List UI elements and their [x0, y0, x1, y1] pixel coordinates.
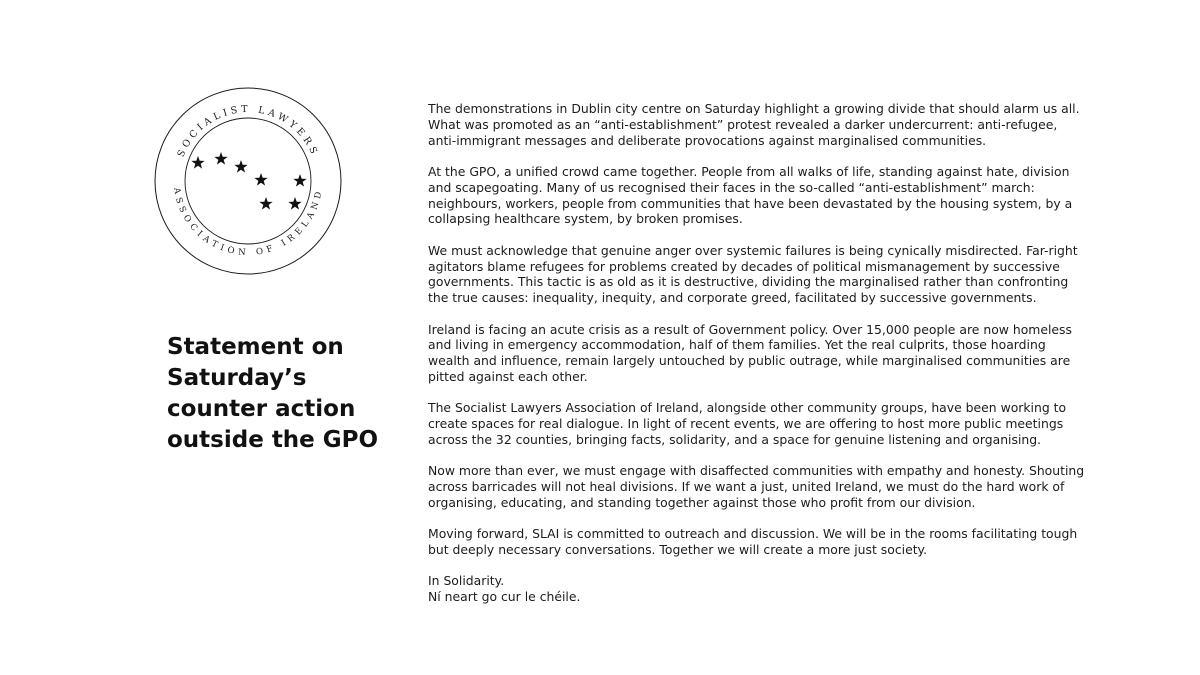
statement-title: Statement on Saturday’s counter action outside the GPO: [167, 334, 379, 453]
star-icon: [259, 197, 272, 210]
star-icon: [254, 173, 267, 186]
star-icon: [234, 160, 247, 173]
seal-stars: [191, 152, 306, 210]
statement-paragraph: The Socialist Lawyers Association of Ireland, alongside other community groups, have been working to create spaces for real dialogue. In light of recent events, we are offering to host more public meetings across the 32 counties, bringing facts, solidarity, and a space for genuine listening and organising.: [428, 400, 1067, 447]
star-icon: [288, 197, 301, 210]
seal-top-text: SOCIALIST LAWYERS: [175, 103, 321, 159]
star-icon: [293, 174, 306, 187]
star-icon: [191, 156, 204, 169]
seal-outer-ring: [155, 88, 341, 274]
signoff-motto: Ní neart go cur le chéile.: [428, 589, 581, 605]
star-icon: [214, 152, 227, 165]
seal-inner-ring: [185, 118, 311, 244]
seal-bottom-text: ASSOCIATION OF IRELAND: [171, 186, 325, 259]
statement-paragraph: We must acknowledge that genuine anger over systemic failures is being cynically misdirected. Far-right agitators blame refugees for problems created by decades of political mismanagement by successive governments. This tactic is as old as it is destructive, dividing the marginalised rather than confronting the true causes: inequality, inequity, and corporate greed, facilitated by successive governments.: [428, 242, 1078, 306]
slai-logo-seal: [153, 86, 343, 276]
signoff-line: In Solidarity.: [428, 573, 505, 589]
signoff: [428, 573, 1088, 605]
statement-paragraph: Now more than ever, we must engage with disaffected communities with empathy and honesty. Shouting across barricades will not heal divisions. If we want a just, united Ireland, we must do the hard work of organising, educating, and standing together against those who profit from our division.: [428, 463, 1085, 510]
statement-body: [428, 101, 1088, 621]
statement-paragraph: Ireland is facing an acute crisis as a result of Government policy. Over 15,000 people are now homeless and living in emergency accommodation, half of them families. Yet the real culprits, those hoarding wealth and influence, remain largely untouched by public outrage, while marginalised communities are pitted against each other.: [428, 321, 1072, 384]
statement-paragraph: At the GPO, a unified crowd came together. People from all walks of life, standing against hate, division and scapegoating. Many of us recognised their faces in the so-called “anti-establishment” march: neighbours, workers, people from communities that have been devastated by the housing system, by a collapsing healthcare system, by broken promises.: [428, 163, 1073, 227]
statement-paragraph: Moving forward, SLAI is committed to outreach and discussion. We will be in the rooms facilitating tough but deeply necessary conversations. Together we will create a more just society.: [428, 526, 1078, 558]
statement-paragraph: The demonstrations in Dublin city centre on Saturday highlight a growing divide that should alarm us all. What was promoted as an “anti-establishment” protest revealed a darker undercurrent: anti-refugee, anti-immigrant messages and deliberate provocations against marginalised communities.: [428, 101, 1080, 148]
